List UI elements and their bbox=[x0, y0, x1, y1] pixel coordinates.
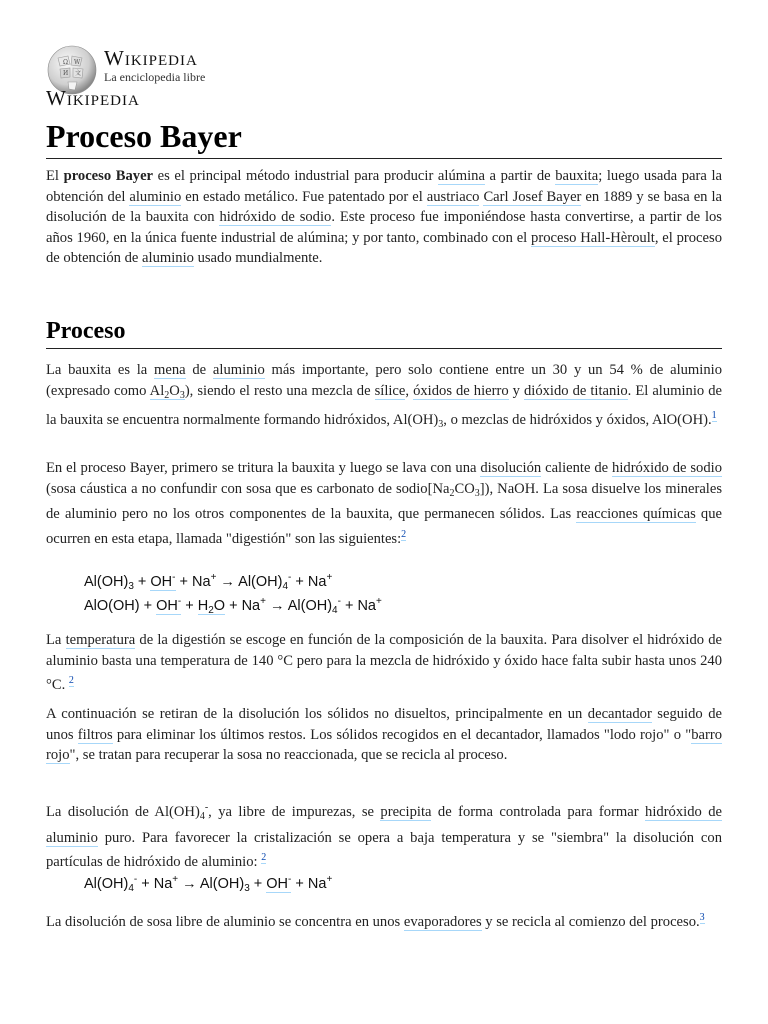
link-mena[interactable]: mena bbox=[154, 362, 186, 378]
page-title: Proceso Bayer bbox=[46, 118, 722, 159]
svg-text:И: И bbox=[63, 70, 69, 77]
link-bauxita[interactable]: bauxita bbox=[555, 168, 599, 184]
link-silice[interactable]: sílice bbox=[374, 382, 406, 399]
reference-link[interactable]: 2 bbox=[401, 528, 407, 540]
paragraph-digestion: En el proceso Bayer, primero se tritura la bauxita y luego se lava con una disolución caliente de hidróxido de sodio (sosa cáustica a no confundir con sosa que es carbonato de $sodio[Na_2CO_3]$), NaOH. La sosa disuelve los minerales de aluminio pero no los otros componentes de la bauxita, que permanecen sólidos. Las reacciones químicas que ocurren en esta etapa, llamada "digestión" son las siguientes:$^2$ bbox=[46, 460, 723, 547]
reference-link[interactable]: 2 bbox=[68, 675, 74, 687]
link-carl-josef-bayer[interactable]: Carl Josef Bayer bbox=[483, 188, 582, 205]
link-decantador[interactable]: decantador bbox=[587, 706, 652, 722]
link-alumina[interactable]: alúmina bbox=[437, 168, 485, 184]
paragraph-evaporadores: La disolución de sosa libre de aluminio se concentra en unos evaporadores y se recicla al comienzo del proceso.$^3$ bbox=[46, 912, 705, 930]
link-proceso-hall-heroult[interactable]: proceso Hall-Hèroult bbox=[531, 229, 655, 246]
paragraph-decantador: A continuación se retiran de la disolución los sólidos no disueltos, principalmente en un decantador seguido de unos filtros para eliminar los últimos restos. Los sólidos recogidos en el decantador, llamados "lodo rojo" o "barro rojo", se tratan para recuperar la sosa no reaccionada, que se recicla al proceso. bbox=[46, 706, 722, 764]
paragraph-bauxita: La bauxita es la mena de aluminio más importante, pero solo contiene entre un 30 y un 54 % de aluminio (expresado como $Al_2O_3$), siendo el resto una mezcla de sílice, óxidos de hierro y dióxido de titanio. El aluminio de la bauxita se encuentra normalmente formando hidróxidos, $Al(OH)_3$, o mezclas de hidróxidos y óxidos, AlO(OH).$^1$ bbox=[46, 362, 722, 431]
link-oxidos-de-hierro[interactable]: óxidos de hierro bbox=[413, 382, 509, 399]
link-filtros[interactable]: filtros bbox=[77, 726, 113, 743]
link-temperatura[interactable]: temperatura bbox=[65, 632, 136, 648]
link-disolucion[interactable]: disolución bbox=[480, 460, 542, 476]
link-evaporadores[interactable]: evaporadores bbox=[403, 914, 482, 930]
link-barro-rojo[interactable]: barro rojo bbox=[46, 726, 722, 764]
formula-al2o3[interactable]: $Al_2O_3$ bbox=[149, 382, 185, 401]
link-hidroxido-de-aluminio[interactable]: hidróxido de aluminio bbox=[46, 804, 722, 846]
svg-text:文: 文 bbox=[75, 70, 82, 77]
svg-text:W: W bbox=[74, 59, 81, 66]
link-precipita[interactable]: precipita bbox=[380, 804, 432, 820]
svg-text:Ω: Ω bbox=[63, 59, 68, 66]
link-aluminio-3[interactable]: aluminio bbox=[212, 362, 265, 378]
link-aluminio[interactable]: aluminio bbox=[129, 188, 182, 205]
link-aluminio-2[interactable]: aluminio bbox=[142, 250, 194, 267]
chemical-equation-1: $Al(OH)_3 + OH^- + Na^+ \to Al(OH)_4^- + Na^+$ bbox=[84, 572, 333, 592]
link-reacciones-quimicas[interactable]: reacciones químicas bbox=[576, 506, 696, 523]
link-hidroxido-ion-3[interactable]: OH- bbox=[266, 874, 292, 892]
wikipedia-wordmark: Wikipedia bbox=[104, 46, 198, 70]
chemical-equation-3: $Al(OH)_4^- + Na^+ \to Al(OH)_3 + OH^- + Na^+$ bbox=[84, 874, 333, 894]
link-hidroxido-de-sodio-2[interactable]: hidróxido de sodio bbox=[612, 460, 722, 476]
section-heading-proceso: Proceso bbox=[46, 318, 722, 349]
bold-term: proceso Bayer bbox=[63, 168, 154, 184]
link-hidroxido-ion[interactable]: OH- bbox=[150, 572, 176, 590]
link-agua[interactable]: $H_2O$ bbox=[197, 598, 226, 616]
chemical-equation-2: $AlO(OH) + OH^- + H_2O + Na^+ \to Al(OH)_4^- + Na^+$ bbox=[84, 596, 382, 616]
link-austriaco[interactable]: austriaco bbox=[426, 188, 480, 205]
intro-paragraph: El proceso Bayer es el principal método industrial para producir alúmina a partir de bauxita; luego usada para la obtención del aluminio en estado metálico. Fue patentado por el austriaco Carl Josef Bayer en 1889 y se basa en la disolución de la bauxita con hidróxido de sodio. Este proceso fue imponiéndose hasta convertirse, a partir de los años 1960, en la única fuente industrial de alúmina; y por tanto, combinado con el proceso Hall-Hèroult, el proceso de obtención de aluminio usado mundialmente. bbox=[46, 168, 722, 267]
wikipedia-tagline: La enciclopedia libre bbox=[104, 70, 206, 84]
link-dioxido-de-titanio[interactable]: dióxido de titanio bbox=[523, 382, 628, 399]
link-hidroxido-de-sodio[interactable]: hidróxido de sodio bbox=[219, 209, 332, 226]
link-hidroxido-ion-2[interactable]: OH- bbox=[156, 596, 182, 614]
reference-link[interactable]: 2 bbox=[261, 852, 267, 864]
paragraph-precipitacion: La disolución de $Al(OH)_4^-$, ya libre de impurezas, se precipita de forma controlada para formar hidróxido de aluminio puro. Para favorecer la cristalización se opera a baja temperatura y se "siembra" la disolución con partículas de hidróxido de aluminio: $^2$ bbox=[46, 802, 722, 871]
paragraph-temperatura: La temperatura de la digestión se escoge en función de la composición de la bauxita. Para disolver el hidróxido de aluminio basta una temperatura de 140 °C pero para la mezcla de hidróxido y óxido hace falta subir hasta unos 240 °C. $^2$ bbox=[46, 632, 722, 694]
reference-link[interactable]: 3 bbox=[699, 912, 705, 923]
wikipedia-wordmark-secondary: Wikipedia bbox=[46, 86, 140, 110]
reference-link[interactable]: 1 bbox=[711, 410, 717, 422]
